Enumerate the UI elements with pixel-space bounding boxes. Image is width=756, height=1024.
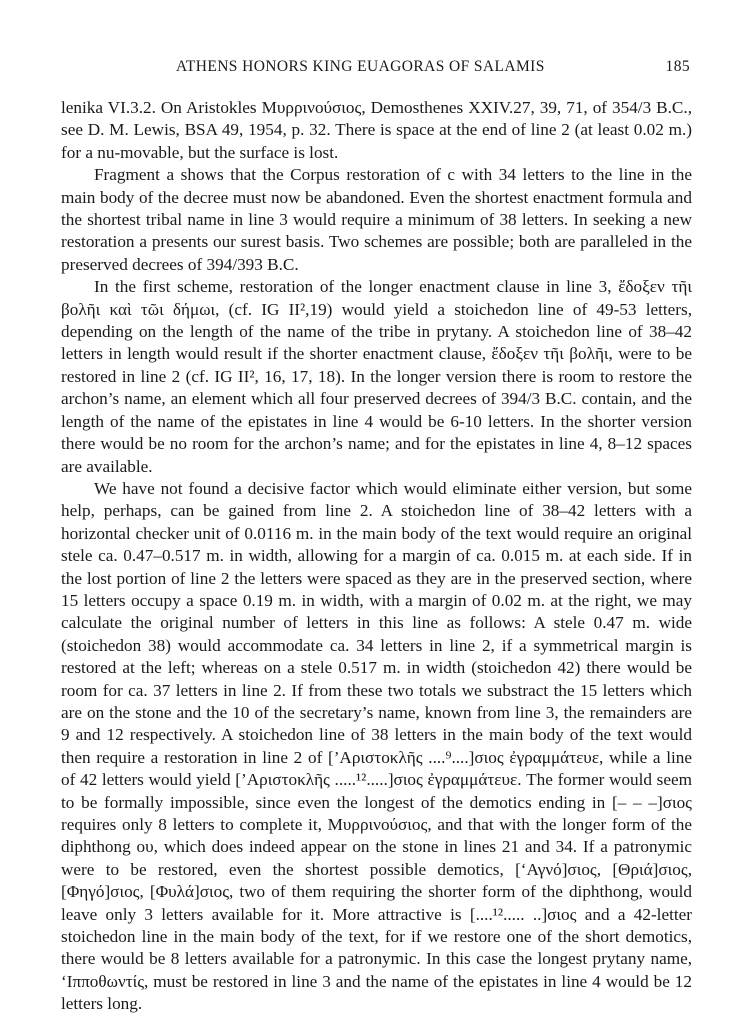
paragraph-2: Fragment a shows that the Corpus restoration of c with 34 letters to the line in the main body of the decree must now be abandoned. Even the shortest enactment formula and the shortest tribal name in line 3 would require a minimum of 38 letters. In seeking a new restoration a presents our surest basis. Two schemes are possible; both are paralleled in the preserved decrees of 394/393 B.C. bbox=[61, 165, 692, 274]
paragraph-1: lenika VI.3.2. On Aristokles Μυρρινούσιος, Demosthenes XXIV.27, 39, 71, of 354/3 B.C., see D. M. Lewis, BSA 49, 1954, p. 32. There is space at the end of line 2 (at least 0.02 m.) for a nu-movable, but the surface is lost. bbox=[61, 98, 692, 162]
page-number: 185 bbox=[665, 58, 690, 75]
body-text bbox=[61, 97, 692, 1016]
paragraph-4: We have not found a decisive factor which would eliminate either version, but some help, perhaps, can be gained from line 2. A stoichedon line of 38–42 letters with a horizontal checker unit of 0.0116 m. in the main body of the text would require an original stele ca. 0.47–0.517 m. in width, allowing for a margin of ca. 0.015 m. at each side. If in the lost portion of line 2 the letters were spaced as they are in the preserved section, where 15 letters occupy a space 0.19 m. in width, with a margin of 0.02 m. at the right, we may calculate the original number of letters in this line as follows: A stele 0.47 m. wide (stoichedon 38) would accommodate ca. 34 letters in line 2, if a symmetrical margin is restored at the left; whereas on a stele 0.517 m. in width (stoichedon 42) there would be room for ca. 37 letters in line 2. If from these two totals we substract the 15 letters which are on the stone and the 10 of the secretary’s name, known from line 3, the remainders are 9 and 12 respectively. A stoichedon line of 38 letters in the main body of the text would then require a restoration in line 2 of [’Αριστοκλῆς ....⁹....]σιος ἐγραμμάτευε, while a line of 42 letters would yield [’Αριστοκλῆς .....¹².....]σιος ἐγραμμάτευε. The former would seem to be formally impossible, since even the longest of the demotics ending in [– – –]σιος requires only 8 letters to complete it, Μυρρινούσιος, and that with the longer form of the diphthong ου, which does indeed appear on the stone in lines 21 and 34. If a patronymic were to be restored, even the shortest possible demotics, [‘Αγνό]σιος, [Θριά]σιος, [Φηγό]σιος, [Φυλά]σιος, two of them requiring the shorter form of the diphthong, would leave only 3 letters available for it. More attractive is [....¹²..... ..]σιος and a 42-letter stoichedon line in the main body of the text, for if we restore one of the short demotics, there would be 8 letters available for a patronymic. In this case the longest prytany name, ‘Ιπποθωντίς, must be restored in line 3 and the name of the epistates in line 4 would be 12 letters long. bbox=[61, 478, 692, 1014]
paragraph-3: In the first scheme, restoration of the longer enactment clause in line 3, ἔδοξεν τῆι βολῆι καὶ τῶι δήμωι, (cf. IG II²,19) would yield a stoichedon line of 49-53 letters, depending on the length of the name of the tribe in prytany. A stoichedon line of 38–42 letters in length would result if the shorter enactment clause, ἔδοξεν τῆι βολῆι, were to be restored in line 2 (cf. IG II², 16, 17, 18). In the longer version there is room to restore the archon’s name, an element which all four preserved decrees of 394/3 B.C. contain, and the length of the name of the epistates in line 4 would be 6-10 letters. In the shorter version there would be no room for the archon’s name; and for the epistates in line 4, 8–12 spaces are available. bbox=[61, 277, 692, 476]
running-head-title: ATHENS HONORS KING EUAGORAS OF SALAMIS bbox=[176, 58, 545, 75]
